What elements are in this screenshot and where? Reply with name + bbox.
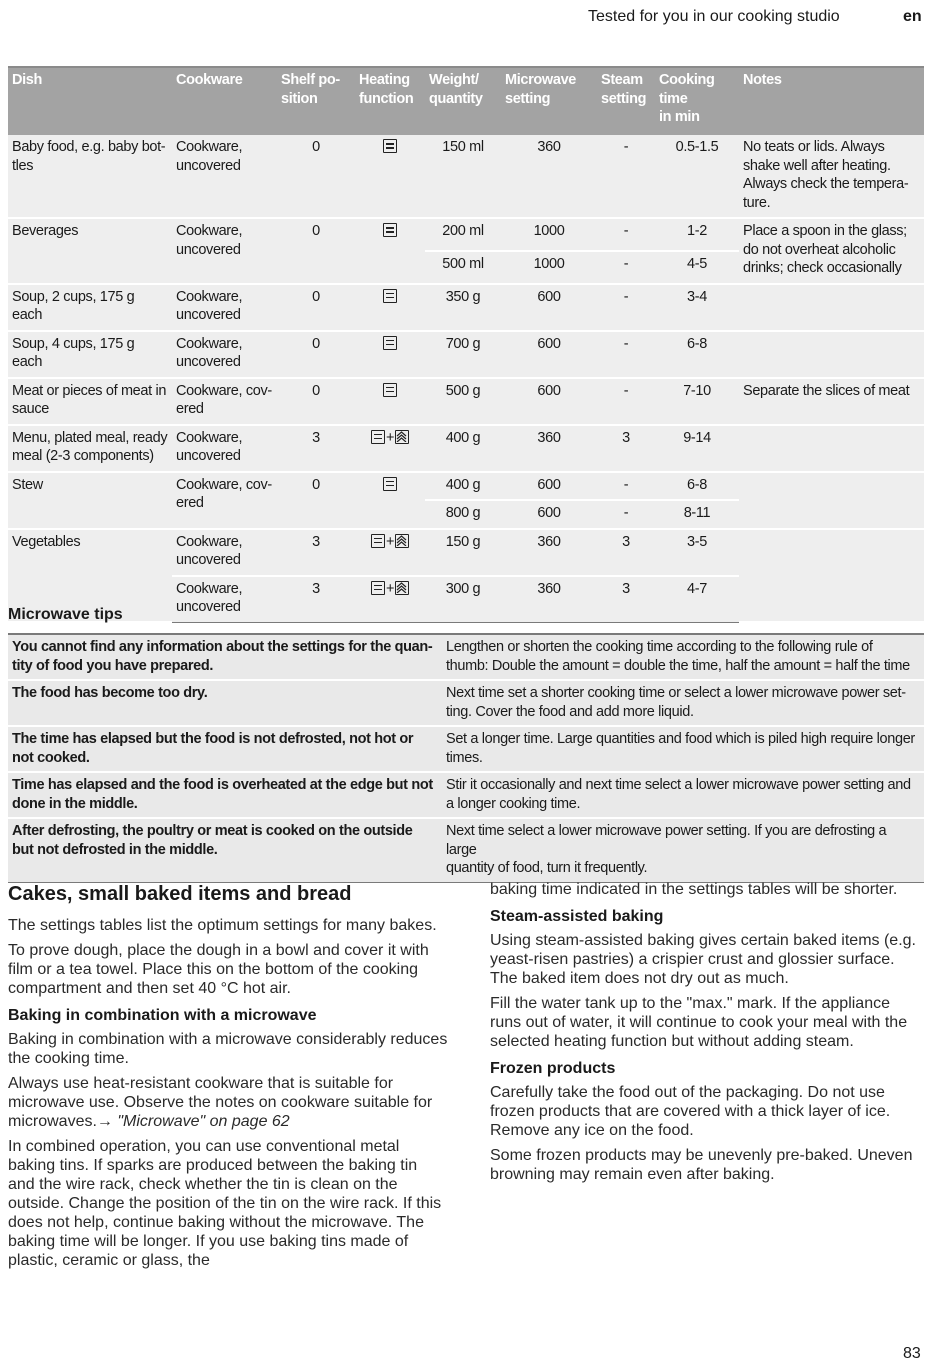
dish-cell: Menu, plated meal, ready meal (2-3 components) [8,425,172,472]
cookware-cell: Cookware, uncovered [172,284,277,331]
tip-remedy: Set a longer time. Large quantities and food which is piled high require longer times. [442,726,924,772]
microwave-cell: 360 [501,529,597,576]
arrow-icon: → [96,1113,113,1130]
tip-problem: The time has elapsed but the food is not defrosted, not hot or not cooked. [8,726,442,772]
microwave-icon [383,289,397,303]
paragraph-text: Always use heat-resistant cookware that is suitable for microwave use. Observe the notes on cookware suitable for microwaves. [8,1075,433,1130]
microwave-cell: 600 [501,378,597,425]
tip-remedy: Next time set a shorter cooking time or select a lower microwave power set- ting. Cover the food and add more liquid. [442,680,924,726]
paragraph: Fill the water tank up to the "max." mark. If the appliance runs out of water, it will continue to cook your meal with the selected heating function but without adding steam. [490,995,908,1050]
microwave-cell: 360 [501,135,597,218]
paragraph: To prove dough, place the dough in a bowl and cover it with film or a tea towel. Place this on the bottom of the cooking compartment and then set 40 °C hot air. [8,942,429,997]
tip-remedy: Next time select a lower microwave power setting. If you are defrosting a large quantity of food, turn it frequently. [442,818,924,882]
dish-cell: Soup, 2 cups, 175 g each [8,284,172,331]
cooking-time-cell: 1-2 [655,218,739,251]
steam-cell: - [597,378,655,425]
plus-sign: + [385,533,395,550]
weight-cell: 400 g [425,425,501,472]
col-dish: Dish [8,67,172,135]
col-microwave: Microwave setting [501,67,597,135]
microwave-cell: 600 [501,500,597,529]
cookware-cell: Cookware, uncovered [172,331,277,378]
settings-table [8,66,924,623]
subheading-frozen: Frozen products [490,1060,616,1077]
tip-row [8,772,924,818]
steam-icon [395,581,409,595]
paragraph: The settings tables list the optimum settings for many bakes. [8,917,437,934]
steam-cell: - [597,500,655,529]
paragraph: Some frozen products may be unevenly pre-baked. Uneven browning may remain even after baking. [490,1147,913,1183]
weight-cell: 800 g [425,500,501,529]
microwave-icon [383,223,397,237]
dish-cell: Stew [8,472,172,529]
microwave-cell: 600 [501,331,597,378]
shelf-cell: 3 [277,529,355,576]
weight-cell: 350 g [425,284,501,331]
heating-cell [355,472,425,529]
tip-remedy: Stir it occasionally and next time select a lower microwave power setting and a longer cooking time. [442,772,924,818]
right-column [490,880,924,1190]
tip-problem: After defrosting, the poultry or meat is cooked on the outside but not defrosted in the middle. [8,818,442,882]
weight-cell: 150 ml [425,135,501,218]
shelf-cell: 0 [277,472,355,529]
heating-cell [355,284,425,331]
weight-cell: 500 g [425,378,501,425]
header-title: Tested for you in our cooking studio [588,8,840,25]
notes-cell: Place a spoon in the glass; do not overheat alcoholic drinks; check occasionally [739,218,924,284]
table-row [8,378,924,425]
left-column [8,880,448,1276]
table-row [8,135,924,218]
steam-cell: - [597,472,655,501]
cookware-cell: Cookware, uncovered [172,135,277,218]
cooking-time-cell: 9-14 [655,425,739,472]
shelf-cell: 0 [277,331,355,378]
heating-cell [355,378,425,425]
section-heading-cakes: Cakes, small baked items and bread [8,883,352,905]
cookware-cell: Cookware, uncovered [172,529,277,576]
tip-row [8,726,924,772]
paragraph: baking time indicated in the settings tables will be shorter. [490,881,898,898]
notes-cell [739,425,924,472]
microwave-cell: 360 [501,425,597,472]
col-weight: Weight/ quantity [425,67,501,135]
col-notes: Notes [739,67,924,135]
page-number: 83 [903,1345,921,1362]
microwave-icon [371,534,385,548]
table-row [8,331,924,378]
weight-cell: 400 g [425,472,501,501]
notes-cell [739,284,924,331]
table-row [8,425,924,472]
table-row [8,284,924,331]
cooking-time-cell: 0.5-1.5 [655,135,739,218]
heating-cell [355,135,425,218]
microwave-cell: 1000 [501,251,597,284]
paragraph [8,1074,448,1131]
header-language: en [903,8,922,25]
steam-cell: - [597,284,655,331]
notes-cell [739,529,924,623]
page-reference-link[interactable]: "Microwave" on page 62 [117,1113,290,1130]
paragraph: In combined operation, you can use conventional metal baking tins. If sparks are produced between the baking tin and the wire rack, check whether the tin is clean on the outside. Change the position of the tin on the wire rack. If this does not help, continue baking without the microwave. The baking time will be longer. If you use baking tins made of plastic, ceramic or glass, the [8,1138,442,1269]
cookware-cell: Cookware, cov- ered [172,378,277,425]
notes-cell [739,472,924,529]
microwave-cell: 1000 [501,218,597,251]
microwave-cell: 600 [501,472,597,501]
steam-icon [395,430,409,444]
dish-cell: Vegetables [8,529,172,623]
dish-cell: Beverages [8,218,172,284]
steam-cell: 3 [597,576,655,623]
tip-row [8,818,924,882]
microwave-icon [383,139,397,153]
steam-cell: - [597,218,655,251]
notes-cell: Separate the slices of meat [739,378,924,425]
subheading-steam: Steam-assisted baking [490,908,664,925]
plus-sign: + [385,429,395,446]
weight-cell: 150 g [425,529,501,576]
col-cooking: Cooking time in min [655,67,739,135]
col-steam: Steam setting [597,67,655,135]
steam-cell: 3 [597,529,655,576]
steam-cell: - [597,331,655,378]
paragraph: Baking in combination with a microwave considerably reduces the cooking time. [8,1031,448,1067]
tip-problem: Time has elapsed and the food is overheated at the edge but not done in the middle. [8,772,442,818]
dish-cell: Meat or pieces of meat in sauce [8,378,172,425]
col-cookware: Cookware [172,67,277,135]
microwave-icon [371,430,385,444]
table-row [8,472,924,501]
steam-icon [395,534,409,548]
dish-cell: Baby food, e.g. baby bot- tles [8,135,172,218]
microwave-icon [383,477,397,491]
microwave-icon [383,383,397,397]
tip-problem: The food has become too dry. [8,680,442,726]
cooking-time-cell: 4-5 [655,251,739,284]
shelf-cell: 0 [277,135,355,218]
tips-table [8,633,924,883]
cookware-cell: Cookware, uncovered [172,576,277,623]
shelf-cell: 3 [277,425,355,472]
steam-cell: - [597,135,655,218]
paragraph: Carefully take the food out of the packaging. Do not use frozen products that are covered with a thick layer of ice. Remove any ice on the food. [490,1084,891,1139]
cooking-time-cell: 6-8 [655,331,739,378]
notes-cell: No teats or lids. Always shake well after heating. Always check the tempera- ture. [739,135,924,218]
weight-cell: 300 g [425,576,501,623]
tip-problem: You cannot find any information about the settings for the quan- tity of food you have prepared. [8,634,442,680]
cooking-time-cell: 3-5 [655,529,739,576]
settings-header-row [8,67,924,135]
weight-cell: 700 g [425,331,501,378]
heating-cell [355,529,425,576]
shelf-cell: 0 [277,218,355,284]
page-header [0,6,950,30]
shelf-cell: 0 [277,378,355,425]
microwave-cell: 360 [501,576,597,623]
cooking-time-cell: 4-7 [655,576,739,623]
microwave-cell: 600 [501,284,597,331]
notes-cell [739,331,924,378]
cooking-time-cell: 6-8 [655,472,739,501]
cooking-time-cell: 7-10 [655,378,739,425]
paragraph: Using steam-assisted baking gives certain baked items (e.g. yeast-risen pastries) a crispier crust and glossier surface. The baked item does not dry out as much. [490,932,916,987]
steam-cell: 3 [597,425,655,472]
steam-cell: - [597,251,655,284]
cookware-cell: Cookware, uncovered [172,218,277,284]
col-shelf: Shelf po- sition [277,67,355,135]
heating-cell [355,218,425,284]
table-row [8,218,924,251]
heating-cell [355,331,425,378]
plus-sign: + [385,580,395,597]
cooking-time-cell: 8-11 [655,500,739,529]
weight-cell: 200 ml [425,218,501,251]
tip-remedy: Lengthen or shorten the cooking time according to the following rule of thumb: Double the amount = double the time, half the amount = half the time [442,634,924,680]
tips-heading: Microwave tips [8,606,123,623]
table-row [8,529,924,576]
shelf-cell: 3 [277,576,355,623]
heating-cell [355,425,425,472]
cookware-cell: Cookware, cov- ered [172,472,277,529]
shelf-cell: 0 [277,284,355,331]
tip-row [8,680,924,726]
cooking-time-cell: 3-4 [655,284,739,331]
heating-cell [355,576,425,623]
subheading-combination: Baking in combination with a microwave [8,1007,317,1024]
microwave-icon [383,336,397,350]
dish-cell: Soup, 4 cups, 175 g each [8,331,172,378]
tip-row [8,634,924,680]
cookware-cell: Cookware, uncovered [172,425,277,472]
microwave-icon [371,581,385,595]
col-heating: Heating function [355,67,425,135]
weight-cell: 500 ml [425,251,501,284]
